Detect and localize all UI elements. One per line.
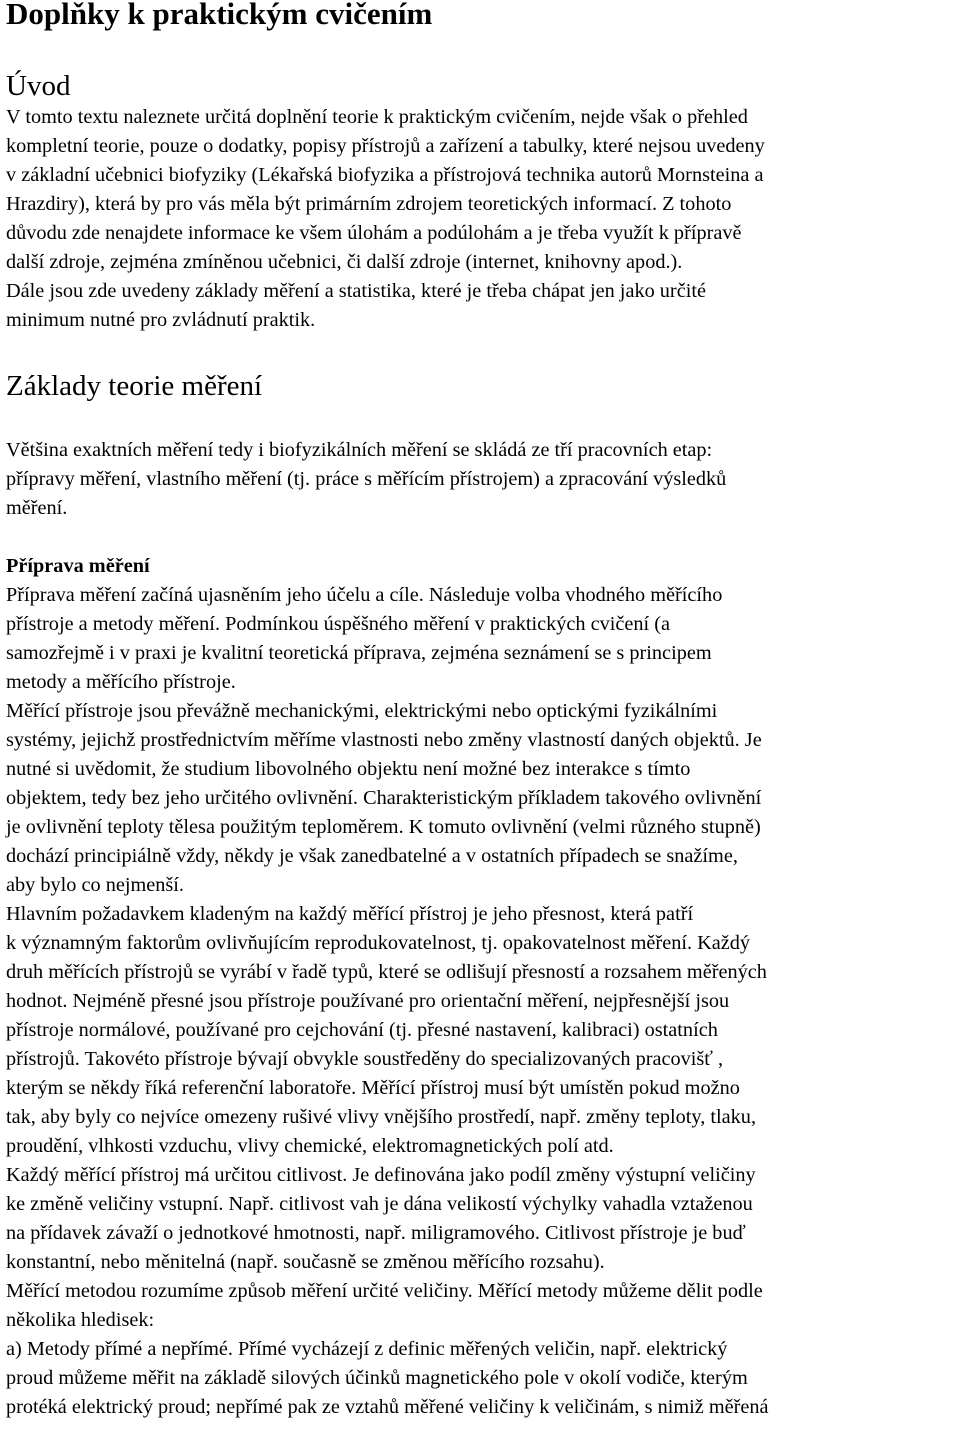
paragraph-line: dochází principiálně vždy, někdy je však zanedbatelné a v ostatních případech se snažíme, — [6, 845, 738, 867]
paragraph-line: metody a měřícího přístroje. — [6, 671, 236, 693]
paragraph-line: a) Metody přímé a nepřímé. Přímé vycházejí z definic měřených veličin, např. elektrický — [6, 1338, 728, 1360]
paragraph-line: objektem, tedy bez jeho určitého ovlivnění. Charakteristickým příkladem takového ovlivnění — [6, 787, 762, 809]
paragraph-line: přístroje normálové, používané pro cejchování (tj. přesné nastavení, kalibraci) ostatních — [6, 1019, 718, 1041]
paragraph-line: nutné si uvědomit, že studium libovolného objektu není možné bez interakce s tímto — [6, 758, 691, 780]
paragraph-line: přípravy měření, vlastního měření (tj. práce s měřícím přístrojem) a zpracování výsledků — [6, 468, 727, 490]
paragraph-line: několika hledisek: — [6, 1309, 155, 1331]
paragraph-line: Každý měřící přístroj má určitou citlivost. Je definována jako podíl změny výstupní veličiny — [6, 1164, 756, 1186]
paragraph-line: Většina exaktních měření tedy i biofyzikálních měření se skládá ze tří pracovních etap: — [6, 439, 713, 461]
paragraph-line: Měřící metodou rozumíme způsob měření určité veličiny. Měřící metody můžeme dělit podle — [6, 1280, 763, 1302]
paragraph-line: tak, aby byly co nejvíce omezeny rušivé vlivy vnějšího prostředí, např. změny teploty, tlaku, — [6, 1106, 757, 1128]
paragraph-line: proudění, vlhkosti vzduchu, vlivy chemické, elektromagnetických polí atd. — [6, 1135, 614, 1157]
paragraph-line: k významným faktorům ovlivňujícím reprodukovatelnost, tj. opakovatelnost měření. Každý — [6, 932, 751, 954]
section-heading-uvod: Úvod — [6, 70, 71, 102]
paragraph-line: Hlavním požadavkem kladeným na každý měřící přístroj je jeho přesnost, která patří — [6, 903, 694, 925]
paragraph-line: aby bylo co nejmenší. — [6, 874, 184, 896]
paragraph-line: ke změně veličiny vstupní. Např. citlivost vah je dána velikostí výchylky vahadla vztaženou — [6, 1193, 753, 1215]
paragraph-line: hodnot. Nejméně přesné jsou přístroje používané pro orientační měření, nejpřesnější jsou — [6, 990, 730, 1012]
paragraph-line: druh měřících přístrojů se vyrábí v řadě typů, které se odlišují přesností a rozsahem měřených — [6, 961, 767, 983]
paragraph-line: v základní učebnici biofyziky (Lékařská biofyzika a přístrojová technika autorů Mornsteina a — [6, 164, 764, 186]
paragraph-line: přístroje a metody měření. Podmínkou úspěšného měření v praktických cvičení (a — [6, 613, 671, 635]
paragraph-line: minimum nutné pro zvládnutí praktik. — [6, 309, 316, 331]
paragraph-line: na přídavek závaží o jednotkové hmotnosti, např. miligramového. Citlivost přístroje je buď — [6, 1222, 746, 1244]
paragraph-line: proud můžeme měřit na základě silových účinků magnetického pole v okolí vodiče, kterým — [6, 1367, 748, 1389]
paragraph-line: Dále jsou zde uvedeny základy měření a statistika, které je třeba chápat jen jako určité — [6, 280, 706, 302]
paragraph-line: přístrojů. Takovéto přístroje bývají obvykle soustředěny do specializovaných pracovišť , — [6, 1048, 724, 1070]
section-heading-zaklady: Základy teorie měření — [6, 370, 263, 402]
paragraph-line: měření. — [6, 497, 68, 519]
paragraph-line: systémy, jejichž prostřednictvím měříme vlastnosti nebo změny vlastností daných objektů. Je — [6, 729, 762, 751]
paragraph-line: kompletní teorie, pouze o dodatky, popisy přístrojů a zařízení a tabulky, které nejsou uvedeny — [6, 135, 765, 157]
paragraph-line: Hrazdiry), která by pro vás měla být primárním zdrojem teoretických informací. Z tohoto — [6, 193, 732, 215]
paragraph-line: důvodu zde nenajdete informace ke všem úlohám a podúlohám a je třeba využít k přípravě — [6, 222, 742, 244]
paragraph-line: Příprava měření začíná ujasněním jeho účelu a cíle. Následuje volba vhodného měřícího — [6, 584, 723, 606]
paragraph-line: další zdroje, zejména zmíněnou učebnici, či další zdroje (internet, knihovny apod.). — [6, 251, 683, 273]
paragraph-line: V tomto textu naleznete určitá doplnění teorie k praktickým cvičením, nejde však o přehled — [6, 106, 748, 128]
document-title: Doplňky k praktickým cvičením — [6, 0, 433, 31]
paragraph-line: samozřejmě i v praxi je kvalitní teoretická příprava, zejména seznámení se s principem — [6, 642, 712, 664]
paragraph-line: kterým se někdy říká referenční laboratoře. Měřící přístroj musí být umístěn pokud možno — [6, 1077, 740, 1099]
paragraph-line: konstantní, nebo měnitelná (např. současně se změnou měřícího rozsahu). — [6, 1251, 605, 1273]
paragraph-line: Měřící přístroje jsou převážně mechanickými, elektrickými nebo optickými fyzikálními — [6, 700, 718, 722]
paragraph-line: je ovlivnění teploty tělesa použitým teploměrem. K tomuto ovlivnění (velmi různého stupně) — [6, 816, 761, 838]
section-heading-priprava: Příprava měření — [6, 555, 150, 577]
paragraph-line: protéká elektrický proud; nepřímé pak ze vztahů měřené veličiny k veličinám, s nimiž měřená — [6, 1396, 769, 1418]
